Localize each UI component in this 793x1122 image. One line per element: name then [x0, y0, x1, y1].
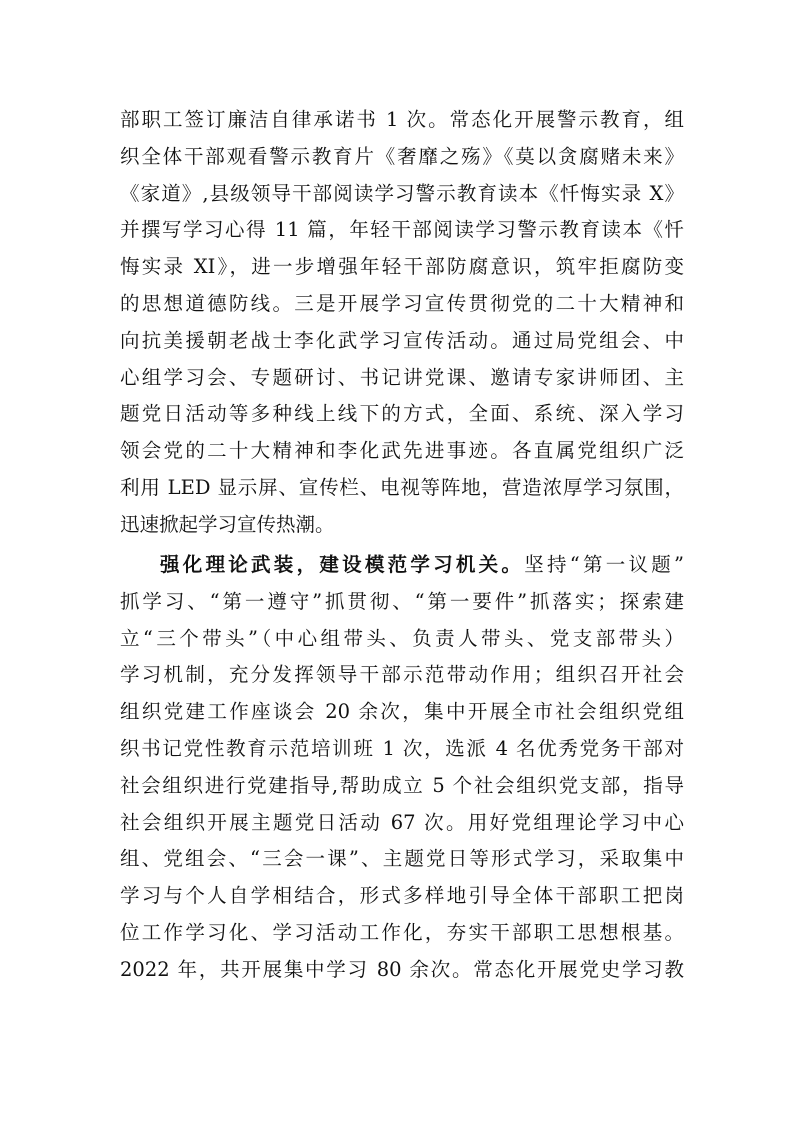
- text-line: 部职工签订廉洁自律承诺书 1 次。常态化开展警示教育，组: [120, 108, 684, 131]
- section-heading: 强化理论武装，建设模范学习机关。: [160, 553, 525, 576]
- text-line-first: [120, 547, 684, 584]
- text-line: 位工作学习化、学习活动工作化，夯实干部职工思想根基。: [120, 920, 684, 944]
- text-line: 并撰写学习心得 11 篇，年轻干部阅读学习警示教育读本《忏: [120, 218, 684, 242]
- text-line: 向抗美援朝老战士李化武学习宣传活动。通过局党组会、中: [120, 328, 684, 352]
- text-line: 组、党组会、“三会一课”、主题党日等形式学习，采取集中: [120, 847, 684, 871]
- text-line: 学习机制，充分发挥领导干部示范带动作用；组织召开社会: [120, 663, 684, 687]
- text-line: 的思想道德防线。三是开展学习宣传贯彻党的二十大精神和: [120, 291, 684, 315]
- text-line: 抓学习、“第一遵守”抓贯彻、“第一要件”抓落实；探索建: [120, 589, 684, 613]
- text-line: 社会组织进行党建指导,帮助成立 5 个社会组织党支部，指导: [120, 773, 684, 797]
- paragraph-2: [120, 547, 684, 989]
- text-line: 2022 年，共开展集中学习 80 余次。常态化开展党史学习教: [120, 957, 684, 981]
- text-line: 悔实录 XI》，进一步增强年轻干部防腐意识，筑牢拒腐防变: [120, 255, 684, 279]
- text-line: 立“三个带头”（中心组带头、负责人带头、党支部带头）: [120, 626, 684, 650]
- heading-continuation: 坚持“第一议题”: [524, 553, 684, 576]
- paragraph-1: [120, 102, 684, 544]
- text-line: 组织党建工作座谈会 20 余次，集中开展全市社会组织党组: [120, 700, 684, 724]
- text-line: 织全体干部观看警示教育片《奢靡之殇》《莫以贪腐赌未来》: [120, 144, 684, 168]
- text-line: 社会组织开展主题党日活动 67 次。用好党组理论学习中心: [120, 810, 684, 834]
- text-line: 《家道》,县级领导干部阅读学习警示教育读本《忏悔实录 X》: [120, 181, 684, 205]
- text-line: 学习与个人自学相结合，形式多样地引导全体干部职工把岗: [120, 884, 684, 908]
- text-line: 迅速掀起学习宣传热潮。: [120, 512, 335, 536]
- text-line: 心组学习会、专题研讨、书记讲党课、邀请专家讲师团、主: [120, 365, 684, 389]
- text-line: 织书记党性教育示范培训班 1 次，选派 4 名优秀党务干部对: [120, 736, 684, 760]
- text-line: 题党日活动等多种线上线下的方式，全面、系统、深入学习: [120, 402, 684, 426]
- text-line: 领会党的二十大精神和李化武先进事迹。各直属党组织广泛: [120, 439, 684, 463]
- text-line: 利用 LED 显示屏、宣传栏、电视等阵地，营造浓厚学习氛围，: [120, 475, 684, 499]
